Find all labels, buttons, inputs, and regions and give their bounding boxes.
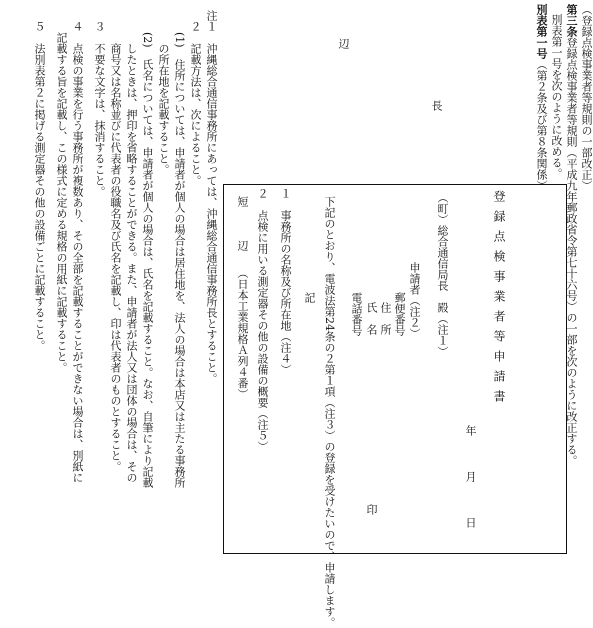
note-line: したときは、押印を省略することができる。また、申請者が法人又は団体の場合は、その (125, 10, 138, 483)
note-line: ２ 記載方法は、次によること。 (189, 10, 202, 186)
form-item-2: ２ 点検に用いる測定器その他の設備の概要（注５） (256, 188, 269, 452)
article-label: 第三条 (565, 4, 578, 37)
postal-code-label: 郵便番号 (393, 292, 406, 336)
note-line: ３ 不要な文字は、抹消すること。 (93, 10, 106, 197)
form-body: 下記のとおり、電波法第24条の２第１項（注３）の登録を受けたいので、申請します。 (323, 196, 336, 628)
applicant-label: 申請者（注２） (408, 262, 421, 339)
address-label: 住 所 (379, 302, 392, 335)
note-line: (1) 住所については、申請者が個人の場合は居住地を、法人の場合は本店又は主たる事務所 (173, 10, 186, 488)
note-line: (2) 氏名については、申請者が個人の場合は、氏名を記載すること。なお、自筆により記載 (141, 10, 154, 488)
application-form-box (223, 184, 567, 554)
form-title: 登録点検事業者等申請書 (492, 190, 506, 410)
header-title: （登録点検事業者等規則の一部改正） (580, 4, 593, 191)
form-addressee: （町）総合通信局長 殿（注１） (436, 192, 449, 357)
note-line: の所在地を記載すること。 (157, 10, 170, 175)
phone-label: 電話番号 (350, 292, 363, 336)
instruction: 別表第一号を次のように改める。 (550, 14, 563, 179)
form-date: 年 月 日 (464, 425, 477, 540)
note-line: ５ 法別表第２に掲げる測定器その他の設備ごとに記載すること。 (33, 10, 46, 351)
margin-chou: 長 (430, 100, 443, 111)
note-line: ４ 点検の事業を行う事務所が複数あり、その全部を記載することができない場合は、別紙に (71, 10, 84, 483)
paper-size-note: 短 辺 （日本工業規格Ａ列４番） (236, 196, 249, 400)
margin-hen: 辺 (337, 38, 350, 49)
article-text: 登録点検事業者等規則（平成九年郵政省令第七十六号）の一部を次のように改正する。 (565, 37, 578, 466)
form-ki: 記 (303, 292, 316, 303)
note-line: 商号又は名称並びに代表者の役職名及び氏名を記載し、印は代表者のものとすること。 (109, 10, 122, 472)
seal-mark: 印 (365, 504, 378, 515)
note-line: 注１ 沖縄総合通信事務所にあっては、沖縄総合通信事務所長とすること。 (205, 10, 218, 384)
table-ref: （第２条及び第８条関係） (535, 59, 548, 191)
table-label: 別表第一号 (535, 4, 548, 59)
table-label-line (535, 4, 548, 191)
name-label: 氏 名 (365, 302, 378, 335)
form-item-1: １ 事務所の名称及び所在地（注４） (279, 188, 292, 375)
note-line: 記載する旨を記載し、この様式に定める規格の用紙に記載すること。 (55, 10, 68, 373)
